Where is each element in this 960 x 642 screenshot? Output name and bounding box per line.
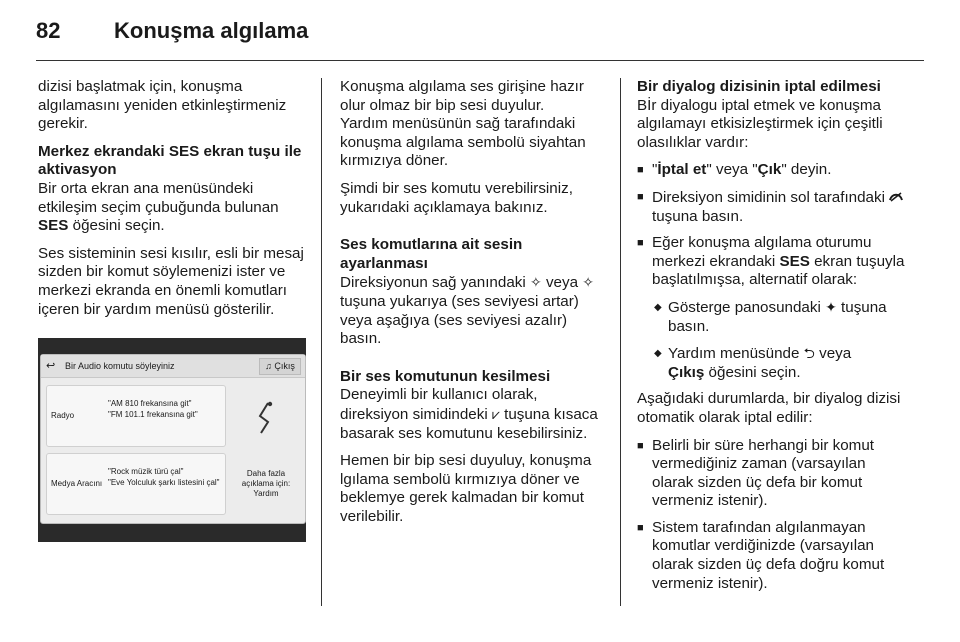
card-commands: "Rock müzik türü çal" "Eve Yolculuk şarkı listesini çal"	[108, 467, 220, 487]
column-middle	[340, 78, 608, 535]
voice-command-screen	[40, 354, 306, 524]
bold-term: SES	[38, 217, 69, 235]
list-item: ■ Direksiyon simidinin sol tarafındaki tuşuna basın.	[637, 188, 907, 226]
card-label: Medya Aracını	[51, 479, 103, 488]
list-item: ■ "İptal et" veya "Çık" deyin.	[637, 161, 907, 180]
paragraph: Aşağıdaki durumlarda, bir diyalog dizisi otomatik olarak iptal edilir:	[637, 390, 901, 426]
section-heading: Ses komutlarına ait sesin ayarlanması	[340, 236, 523, 272]
auto-cancel-list	[637, 437, 907, 594]
command-card-media[interactable]	[46, 453, 226, 515]
paragraph: Ses sisteminin sesi kısılır, esli bir mesaj sizden bir komut söylemenizi ister ve merkezi ekranda en önemli komutları içeren bir yardım menüsü gösterilir.	[38, 244, 304, 318]
page-title: Konuşma algılama	[114, 18, 309, 43]
page-number: 82	[36, 18, 61, 43]
option-list	[637, 161, 907, 382]
screen-title: Bir Audio komutu söyleyiniz	[65, 361, 175, 371]
list-item: ◆ Yardım menüsünde ⮌ veya Çıkış öğesini seçin.	[652, 344, 907, 382]
help-panel[interactable]	[233, 385, 299, 513]
section-heading: Bir diyalog dizisinin iptal edilmesi	[637, 78, 881, 95]
section-heading: Bir ses komutunun kesilmesi	[340, 367, 551, 385]
paragraph: Bİr diyalogu iptal etmek ve konuşma algılamayı etkisizleştirmek için çeşitli olasılıklar vardır:	[637, 96, 883, 151]
header-rule	[36, 60, 924, 61]
help-text: Daha fazla açıklama için: Yardım	[241, 469, 291, 498]
voice-recognition-icon	[255, 400, 275, 444]
paragraph: dizisi başlatmak için, konuşma algılamasını yeniden etkinleştirmeniz gerekir.	[38, 78, 287, 133]
list-item: ■ Belirli bir süre herhangi bir komut vermediğiniz zaman (varsayılan olarak sizden üç defa bir komut vermeniz istenir).	[637, 437, 907, 511]
paragraph: Yardım menüsünün sağ tarafındaki konuşma algılama sembolü siyahtan kırmızıya döner.	[340, 115, 586, 170]
command-card-radio[interactable]	[46, 385, 226, 447]
list-item: ■ Sistem tarafından algılanmayan komutlar verdiğinizde (varsayılan olarak sizden üç defa doğru komut vermeniz istenir).	[637, 519, 907, 593]
paragraph: Deneyimli bir kullanıcı olarak, direksiyon simidindeki ⩗ tuşuna kısaca basarak ses komutunu kesebilirsiniz.	[340, 386, 598, 442]
hang-up-icon	[889, 188, 903, 207]
paragraph: Konuşma algılama ses girişine hazır olur olmaz bir bip sesi duyulur.	[340, 78, 584, 114]
sub-option-list	[652, 298, 907, 382]
screen-title-bar	[41, 355, 305, 378]
paragraph: Bir orta ekran ana menüsündeki etkileşim seçim çubuğunda bulunan SES öğesini seçin.	[38, 179, 279, 235]
paragraph: Hemen bir bip sesi duyuluy, konuşma lgılama sembolü kırmızıya döner ve beklemye gerek kalmadan bir komut verilebilir.	[340, 452, 592, 525]
section-heading: Merkez ekrandaki SES ekran tuşu ile aktivasyon	[38, 142, 302, 179]
column-divider	[321, 78, 322, 606]
paragraph: Direksiyonun sağ yanındaki ✧ veya ✧ tuşuna yukarıya (ses seviyesi artar) veya aşağıya (ses seviyesi azalır) basın.	[340, 274, 594, 348]
column-divider	[620, 78, 621, 606]
speak-icon: ⩗	[491, 405, 500, 422]
column-left	[38, 78, 306, 328]
column-right	[637, 78, 907, 601]
page-header	[36, 16, 308, 46]
card-commands: "AM 810 frekansına git" "FM 101.1 frekansına git"	[108, 399, 198, 419]
list-item: ■ Eğer konuşma algılama oturumu merkezi ekrandaki SES ekran tuşuyla başlatılmışsa, alternatif olarak: ◆ Gösterge panosundaki ✦ tuşuna basın. ◆ Yardım menüsünde ⮌ veya Çıkış öğesini seçin.	[637, 234, 907, 382]
volume-down-icon: ✧	[582, 274, 594, 291]
back-icon[interactable]: ↩	[46, 360, 56, 372]
card-label: Radyo	[51, 411, 75, 420]
list-item: ◆ Gösterge panosundaki ✦ tuşuna basın.	[652, 298, 907, 336]
exit-button[interactable]: ♫ Çıkış	[259, 358, 301, 375]
paragraph: Şimdi bir ses komutu verebilirsiniz, yukarıdaki açıklamaya bakınız.	[340, 179, 573, 216]
voice-screen-figure	[38, 338, 306, 542]
volume-up-icon: ✧	[529, 274, 542, 291]
gauge-knob-icon: ✦	[825, 298, 837, 315]
back-icon: ⮌	[803, 345, 815, 362]
